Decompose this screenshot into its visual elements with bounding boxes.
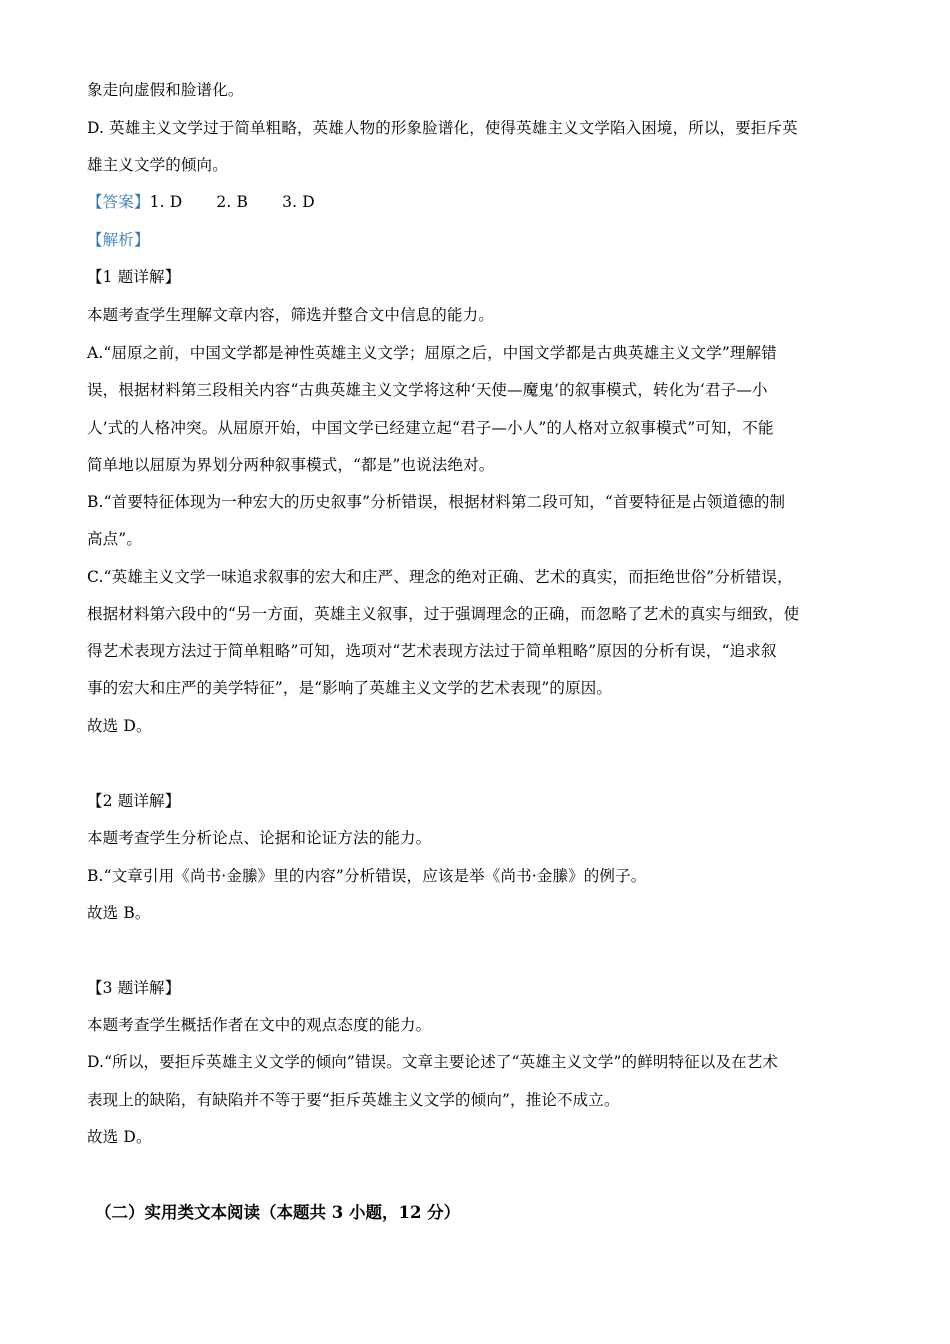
- answer-item: 3. D: [282, 193, 315, 211]
- text-line: D. 英雄主义文学过于简单粗略，英雄人物的形象脸谱化，使得英雄主义文学陷入困境，所以，要拒斥英: [87, 119, 798, 137]
- text-line: A.“屈原之前，中国文学都是神性英雄主义文学；屈原之后，中国文学都是古典英雄主义文学”理解错: [87, 344, 777, 362]
- text-line: 误，根据材料第三段相关内容“古典英雄主义文学将这种‘天使—魔鬼’的叙事模式，转化为‘君子—小: [87, 381, 768, 399]
- sub-heading: 【1 题详解】: [87, 268, 181, 286]
- text-line: B.“首要特征体现为一种宏大的历史叙事”分析错误，根据材料第二段可知，“首要特征是占领道德的制: [87, 493, 786, 511]
- text-line: C.“英雄主义文学一味追求叙事的宏大和庄严、理念的绝对正确、艺术的真实，而拒绝世俗”分析错误，: [87, 568, 793, 586]
- text-line: 故选 D。: [87, 1128, 152, 1146]
- text-line: 事的宏大和庄严的美学特征”，是“影响了英雄主义文学的艺术表现”的原因。: [87, 679, 613, 697]
- sub-heading: 【3 题详解】: [87, 979, 181, 997]
- text-line: 根据材料第六段中的“另一方面，英雄主义叙事，过于强调理念的正确，而忽略了艺术的真实与细致，使: [87, 605, 800, 623]
- text-line: 得艺术表现方法过于简单粗略”可知，选项对“艺术表现方法过于简单粗略”原因的分析有误，“追求叙: [87, 642, 777, 660]
- sub-heading: 【2 题详解】: [87, 792, 181, 810]
- text-line: 故选 B。: [87, 904, 151, 922]
- answer-line: [87, 192, 863, 212]
- text-line: B.“文章引用《尚书·金縢》里的内容”分析错误，应该是举《尚书·金縢》的例子。: [87, 867, 647, 885]
- text-line: D.“所以，要拒斥英雄主义文学的倾向”错误。文章主要论述了“英雄主义文学”的鲜明特征以及在艺术: [87, 1053, 779, 1071]
- text-line: 故选 D。: [87, 717, 152, 735]
- analysis-label: 【解析】: [87, 231, 150, 249]
- section-title: （二）实用类文本阅读（本题共 3 小题，12 分）: [95, 1203, 461, 1222]
- text-line: 简单地以屈原为界划分两种叙事模式，“都是”也说法绝对。: [87, 456, 495, 474]
- text-line: 高点”。: [87, 530, 143, 548]
- text-line: 象走向虚假和脸谱化。: [87, 81, 244, 99]
- answer-item: 1. D: [149, 193, 183, 211]
- text-line: 表现上的缺陷，有缺陷并不等于要“拒斥英雄主义文学的倾向”，推论不成立。: [87, 1091, 620, 1109]
- text-line: 本题考查学生概括作者在文中的观点态度的能力。: [87, 1016, 432, 1034]
- text-line: 雄主义文学的倾向。: [87, 156, 228, 174]
- answer-label: 【答案】: [87, 193, 150, 211]
- text-line: 本题考查学生分析论点、论据和论证方法的能力。: [87, 829, 432, 847]
- text-line: 人’式的人格冲突。从屈原开始，中国文学已经建立起“君子—小人”的人格对立叙事模式”可知，不能: [87, 419, 774, 437]
- answer-item: 2. B: [216, 193, 249, 211]
- text-line: 本题考查学生理解文章内容，筛选并整合文中信息的能力。: [87, 306, 494, 324]
